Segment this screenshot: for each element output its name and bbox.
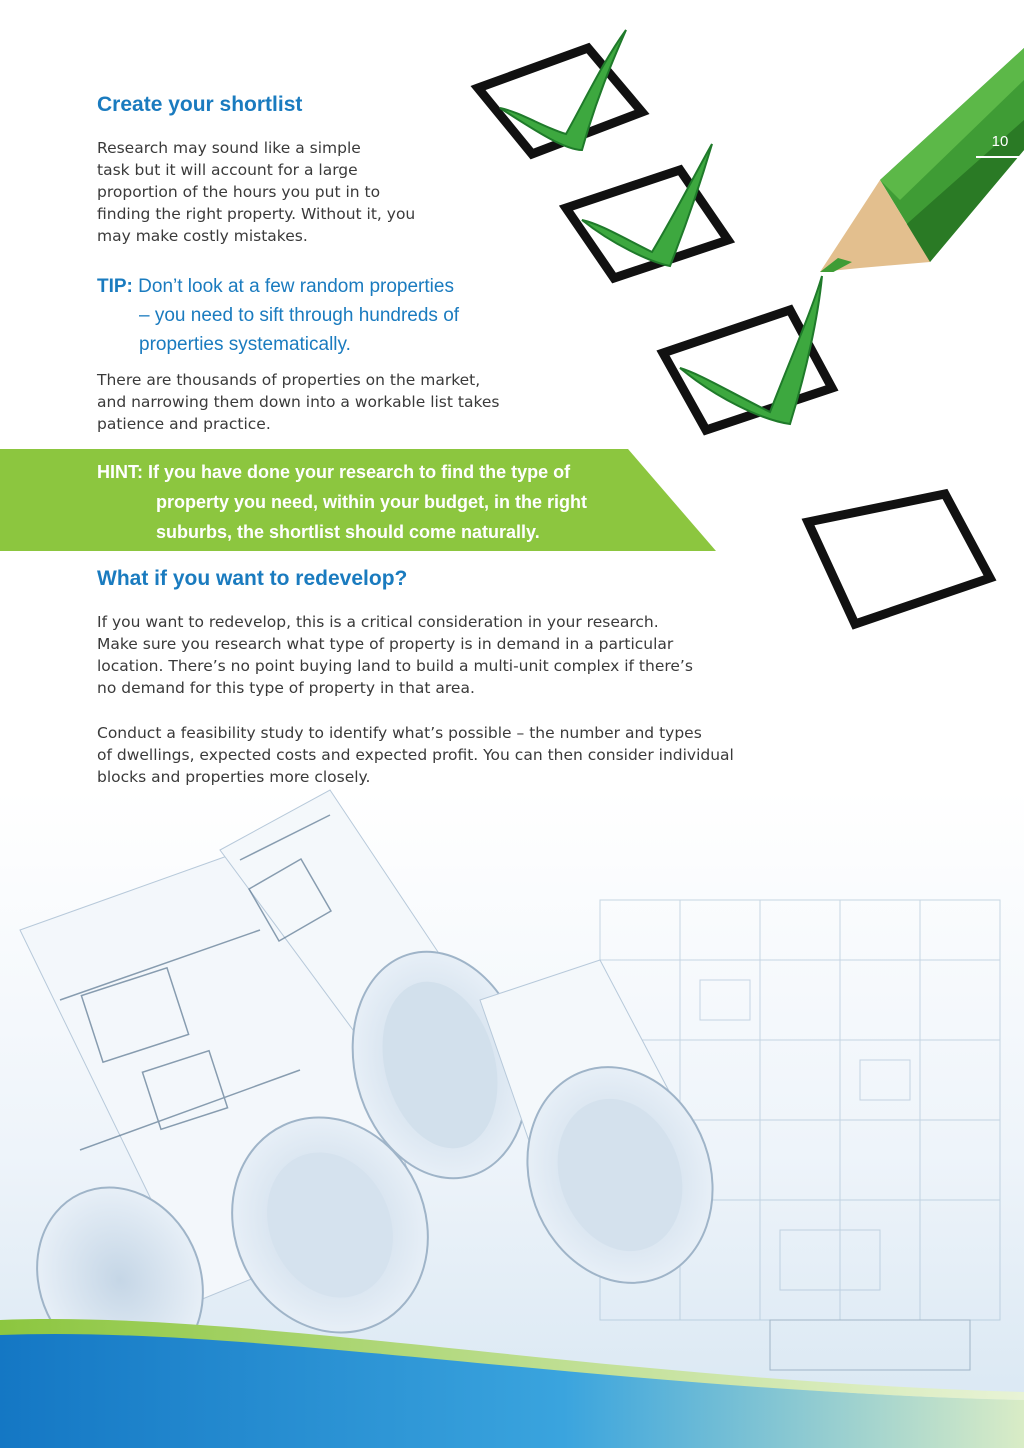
tip-line: – you need to sift through hundreds of: [139, 305, 460, 326]
intro-line: Research may sound like a simple: [97, 139, 361, 157]
hint-line: property you need, within your budget, in the right: [156, 492, 587, 512]
hint-callout: [97, 457, 697, 547]
intro-line: finding the right property. Without it, you: [97, 205, 416, 223]
heading-redevelop: What if you want to redevelop?: [97, 567, 408, 590]
intro-line: task but it will account for a large: [97, 161, 358, 179]
feasibility-line: Conduct a feasibility study to identify what’s possible – the number and types: [97, 724, 702, 742]
tip-callout: [97, 272, 537, 359]
market-line: There are thousands of properties on the market,: [97, 371, 481, 389]
tip-line: Don’t look at a few random properties: [138, 276, 454, 297]
redevelop-paragraph-1: [97, 611, 837, 699]
hint-line: If you have done your research to find the type of: [148, 462, 571, 482]
redevelop-paragraph-2: [97, 722, 877, 788]
hint-label: HINT:: [97, 462, 143, 482]
redevelop-line: no demand for this type of property in that area.: [97, 679, 475, 697]
intro-paragraph: [97, 137, 477, 247]
redevelop-line: If you want to redevelop, this is a critical consideration in your research.: [97, 613, 659, 631]
hint-line: suburbs, the shortlist should come naturally.: [156, 522, 540, 542]
intro-line: may make costly mistakes.: [97, 227, 308, 245]
feasibility-line: of dwellings, expected costs and expected profit. You can then consider individual: [97, 746, 734, 764]
tip-line: properties systematically.: [139, 334, 351, 355]
tip-label: TIP:: [97, 276, 133, 297]
heading-create-shortlist: Create your shortlist: [97, 93, 303, 116]
market-line: and narrowing them down into a workable list takes: [97, 393, 500, 411]
intro-line: proportion of the hours you put in to: [97, 183, 381, 201]
feasibility-line: blocks and properties more closely.: [97, 768, 371, 786]
redevelop-line: Make sure you research what type of property is in demand in a particular: [97, 635, 674, 653]
market-paragraph: [97, 369, 577, 435]
page-number-rule: [976, 156, 1024, 158]
market-line: patience and practice.: [97, 415, 271, 433]
page-number: 10: [991, 133, 1009, 150]
redevelop-line: location. There’s no point buying land to build a multi-unit complex if there’s: [97, 657, 693, 675]
